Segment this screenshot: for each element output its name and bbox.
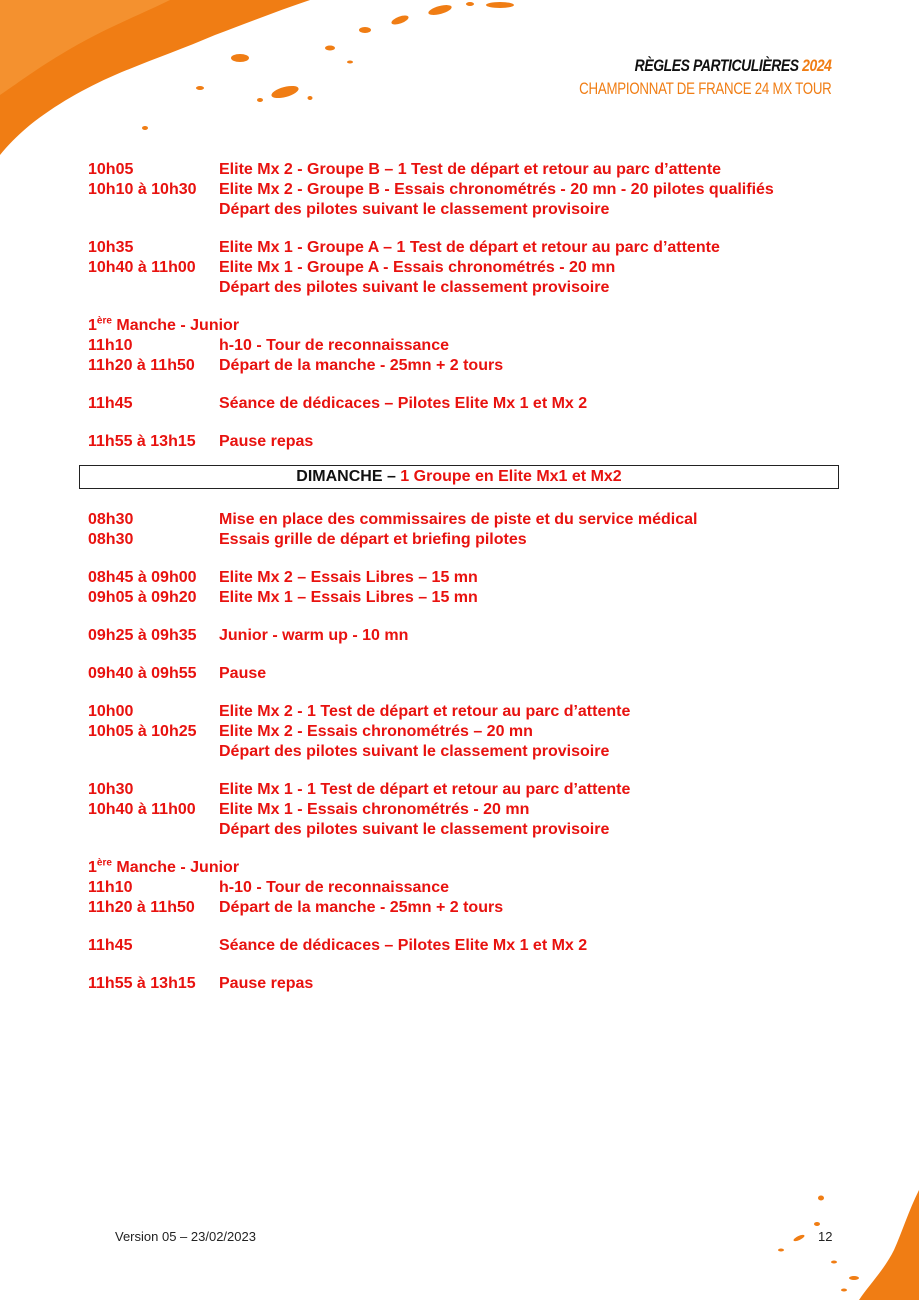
- schedule-row: [88, 588, 848, 608]
- schedule-time: 10h00: [88, 703, 134, 720]
- schedule-block: [88, 702, 848, 762]
- schedule-time: 11h45: [88, 937, 133, 954]
- schedule-row: [88, 160, 848, 180]
- schedule-time: 11h10: [88, 337, 133, 354]
- schedule-row: [88, 742, 848, 762]
- schedule-row: [88, 878, 848, 898]
- schedule-description: Mise en place des commissaires de piste et du service médical: [219, 511, 698, 528]
- schedule-row: [88, 394, 848, 414]
- schedule-row: [88, 800, 848, 820]
- schedule-description: Elite Mx 2 – Essais Libres – 15 mn: [219, 569, 478, 586]
- schedule-time: 11h45: [88, 395, 133, 412]
- schedule-row: [88, 780, 848, 800]
- schedule-description: h-10 - Tour de reconnaissance: [219, 879, 449, 896]
- schedule-row: [88, 180, 848, 200]
- schedule-row: [88, 936, 848, 956]
- schedule-row: [88, 432, 848, 452]
- schedule-block: [88, 974, 848, 994]
- schedule-block: [88, 936, 848, 956]
- schedule-block: [88, 568, 848, 608]
- schedule-description: Elite Mx 2 - 1 Test de départ et retour au parc d’attente: [219, 703, 631, 720]
- paint-splash-bottom-right: [759, 1190, 919, 1300]
- schedule-description: Elite Mx 1 - Groupe A - Essais chronométrés - 20 mn: [219, 259, 616, 276]
- paint-splash-top-left: [0, 0, 520, 160]
- footer-version: Version 05 – 23/02/2023: [115, 1229, 256, 1244]
- schedule-block: [88, 858, 848, 918]
- schedule-description: Pause repas: [219, 975, 314, 992]
- document-header: [508, 56, 832, 99]
- section-heading: 1ère Manche - Junior: [88, 315, 240, 334]
- schedule-time: [88, 200, 219, 220]
- schedule-description: h-10 - Tour de reconnaissance: [219, 337, 449, 354]
- day-header-sunday: DIMANCHE – 1 Groupe en Elite Mx1 et Mx2: [79, 465, 839, 489]
- schedule-row: [88, 664, 848, 684]
- schedule-row: [88, 510, 848, 530]
- schedule-description: Elite Mx 2 - Groupe B – 1 Test de départ et retour au parc d’attente: [219, 161, 722, 178]
- schedule-time: 11h10: [88, 879, 133, 896]
- schedule-description: Départ des pilotes suivant le classement provisoire: [219, 201, 610, 218]
- schedule-description: Séance de dédicaces – Pilotes Elite Mx 1 et Mx 2: [219, 395, 588, 412]
- schedule-time: 10h40 à 11h00: [88, 259, 196, 276]
- schedule-row: [88, 336, 848, 356]
- schedule-time: 11h20 à 11h50: [88, 357, 195, 374]
- schedule-description: Pause repas: [219, 433, 314, 450]
- schedule-description: Elite Mx 2 - Essais chronométrés – 20 mn: [219, 723, 533, 740]
- schedule-time: [88, 820, 219, 840]
- section-heading: 1ère Manche - Junior: [88, 857, 240, 876]
- schedule-description: Départ de la manche - 25mn + 2 tours: [219, 357, 504, 374]
- page-number: 12: [818, 1229, 833, 1244]
- schedule-time: 10h35: [88, 239, 134, 256]
- schedule-description: Départ des pilotes suivant le classement provisoire: [219, 279, 610, 296]
- schedule-description: Départ des pilotes suivant le classement provisoire: [219, 743, 610, 760]
- schedule-time: 10h05: [88, 161, 134, 178]
- schedule-block: [88, 510, 848, 550]
- schedule-time: [88, 278, 219, 298]
- schedule-row: [88, 278, 848, 298]
- schedule-time: 11h20 à 11h50: [88, 899, 195, 916]
- schedule-block: [88, 238, 848, 298]
- header-subtitle: CHAMPIONNAT DE FRANCE 24 MX TOUR: [579, 79, 832, 98]
- schedule-description: Départ des pilotes suivant le classement provisoire: [219, 821, 610, 838]
- schedule-row: [88, 626, 848, 646]
- schedule-row: [88, 530, 848, 550]
- schedule-time: [88, 742, 219, 762]
- schedule-block: [88, 316, 848, 376]
- schedule-saturday: [88, 160, 848, 470]
- schedule-description: Séance de dédicaces – Pilotes Elite Mx 1 et Mx 2: [219, 937, 588, 954]
- schedule-row: [88, 974, 848, 994]
- schedule-row: [88, 702, 848, 722]
- schedule-description: Elite Mx 1 - Groupe A – 1 Test de départ et retour au parc d’attente: [219, 239, 720, 256]
- schedule-time: 08h30: [88, 531, 134, 548]
- schedule-description: Pause: [219, 665, 267, 682]
- schedule-row: [88, 356, 848, 376]
- schedule-time: 08h45 à 09h00: [88, 569, 197, 586]
- header-title: RÈGLES PARTICULIÈRES 2024: [635, 56, 832, 75]
- schedule-row: [88, 820, 848, 840]
- schedule-time: 10h30: [88, 781, 134, 798]
- schedule-time: 10h40 à 11h00: [88, 801, 196, 818]
- schedule-description: Junior - warm up - 10 mn: [219, 627, 409, 644]
- schedule-row: [88, 568, 848, 588]
- schedule-sunday: [88, 510, 848, 1012]
- schedule-block: [88, 432, 848, 452]
- schedule-time: 09h25 à 09h35: [88, 627, 197, 644]
- schedule-block: [88, 664, 848, 684]
- schedule-time: 09h05 à 09h20: [88, 589, 197, 606]
- schedule-row: [88, 200, 848, 220]
- schedule-time: 11h55 à 13h15: [88, 975, 196, 992]
- schedule-block: [88, 394, 848, 414]
- schedule-time: 10h05 à 10h25: [88, 723, 197, 740]
- schedule-description: Départ de la manche - 25mn + 2 tours: [219, 899, 504, 916]
- schedule-block: [88, 626, 848, 646]
- schedule-block: [88, 780, 848, 840]
- schedule-row: [88, 722, 848, 742]
- schedule-description: Elite Mx 2 - Groupe B - Essais chronométrés - 20 mn - 20 pilotes qualifiés: [219, 181, 774, 198]
- schedule-description: Elite Mx 1 - 1 Test de départ et retour au parc d’attente: [219, 781, 631, 798]
- schedule-description: Elite Mx 1 - Essais chronométrés - 20 mn: [219, 801, 530, 818]
- schedule-row: [88, 238, 848, 258]
- schedule-time: 10h10 à 10h30: [88, 181, 197, 198]
- schedule-row: [88, 898, 848, 918]
- schedule-time: 09h40 à 09h55: [88, 665, 197, 682]
- schedule-description: Essais grille de départ et briefing pilotes: [219, 531, 527, 548]
- schedule-time: 11h55 à 13h15: [88, 433, 196, 450]
- schedule-description: Elite Mx 1 – Essais Libres – 15 mn: [219, 589, 478, 606]
- schedule-block: [88, 160, 848, 220]
- schedule-time: 08h30: [88, 511, 134, 528]
- schedule-row: [88, 258, 848, 278]
